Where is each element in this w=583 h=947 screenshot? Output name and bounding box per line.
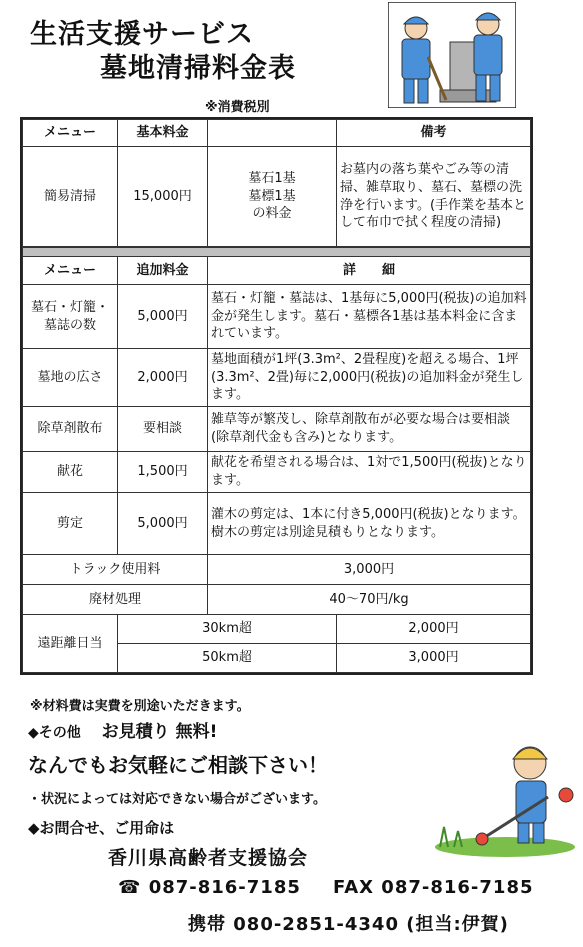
worker-with-trimmer-illustration	[430, 735, 580, 860]
truck-price: 3,000円	[208, 555, 531, 585]
header-additional-fee: 追加料金	[118, 257, 208, 285]
row-menu: 墓石・灯籠・ 墓誌の数	[23, 285, 118, 349]
other-line	[28, 717, 217, 742]
distance-label: 遠距離日当	[23, 615, 118, 673]
row-price: 1,500円	[118, 452, 208, 493]
basic-fee-table	[22, 119, 531, 247]
distance-price: 2,000円	[337, 615, 531, 644]
waste-price: 40〜70円/kg	[208, 585, 531, 615]
row-menu: 剪定	[23, 493, 118, 555]
header-detail: 詳 細	[208, 257, 531, 285]
free-estimate: お見積り 無料!	[101, 722, 218, 742]
row-menu: 献花	[23, 452, 118, 493]
fax-number: FAX 087-816-7185	[333, 877, 534, 898]
price-table-frame	[20, 117, 533, 675]
waste-label: 廃材処理	[23, 585, 208, 615]
inquiry-heading: ◆お問合せ、ご用命は	[28, 819, 175, 837]
title-line-2: 墓地清掃料金表	[100, 53, 296, 84]
other-label: ◆その他	[28, 725, 81, 741]
header-basic-fee: 基本料金	[118, 120, 208, 147]
phone-number: ☎ 087-816-7185	[118, 877, 301, 898]
table-separator	[23, 248, 531, 257]
row-price: 2,000円	[118, 349, 208, 407]
situation-note: ・状況によっては対応できない場合がございます。	[28, 792, 326, 807]
distance-range: 50km超	[118, 644, 337, 673]
row-detail: 墓石・灯籠・墓誌は、1基毎に5,000円(税抜)の追加料金が発生します。墓石・墓標各1基は基本料金に含まれています。	[208, 285, 531, 349]
row-menu: 墓地の広さ	[23, 349, 118, 407]
header-menu: メニュー	[23, 120, 118, 147]
basic-menu: 簡易清掃	[23, 147, 118, 247]
consult-message: なんでもお気軽にご相談下さい！	[28, 753, 328, 777]
title-line-1: 生活支援サービス	[30, 19, 254, 50]
row-detail: 献花を希望される場合は、1対で1,500円(税抜)となります。	[208, 452, 531, 493]
row-price: 5,000円	[118, 285, 208, 349]
header-menu-2: メニュー	[23, 257, 118, 285]
row-detail: 灌木の剪定は、1本に付き5,000円(税抜)となります。樹木の剪定は別途見積もりとなります。	[208, 493, 531, 555]
header-remarks: 備考	[337, 120, 531, 147]
row-price: 要相談	[118, 407, 208, 452]
basic-unit: 墓石1基 墓標1基 の料金	[208, 147, 337, 247]
distance-price: 3,000円	[337, 644, 531, 673]
header-blank	[208, 120, 337, 147]
distance-range: 30km超	[118, 615, 337, 644]
truck-label: トラック使用料	[23, 555, 208, 585]
materials-note: ※材料費は実費を別途いただきます。	[30, 699, 250, 714]
additional-fee-table	[22, 247, 531, 673]
tax-note: ※消費税別	[205, 100, 270, 115]
workers-cleaning-grave-illustration	[388, 2, 516, 108]
row-detail: 墓地面積が1坪(3.3m²、2畳程度)を超える場合、1坪(3.3m²、2畳)毎に2,000円(税抜)の追加料金が発生します。	[208, 349, 531, 407]
row-price: 5,000円	[118, 493, 208, 555]
organization-name: 香川県高齢者支援協会	[108, 847, 309, 869]
row-menu: 除草剤散布	[23, 407, 118, 452]
mobile-number: 携帯 080-2851-4340 (担当:伊賀)	[188, 914, 509, 935]
basic-remarks: お墓内の落ち葉やごみ等の清掃、雑草取り、墓石、墓標の洗浄を行います。(手作業を基本として布巾で拭く程度の清掃)	[337, 147, 531, 247]
basic-price: 15,000円	[118, 147, 208, 247]
row-detail: 雑草等が繁茂し、除草剤散布が必要な場合は要相談(除草剤代金も含み)となります。	[208, 407, 531, 452]
